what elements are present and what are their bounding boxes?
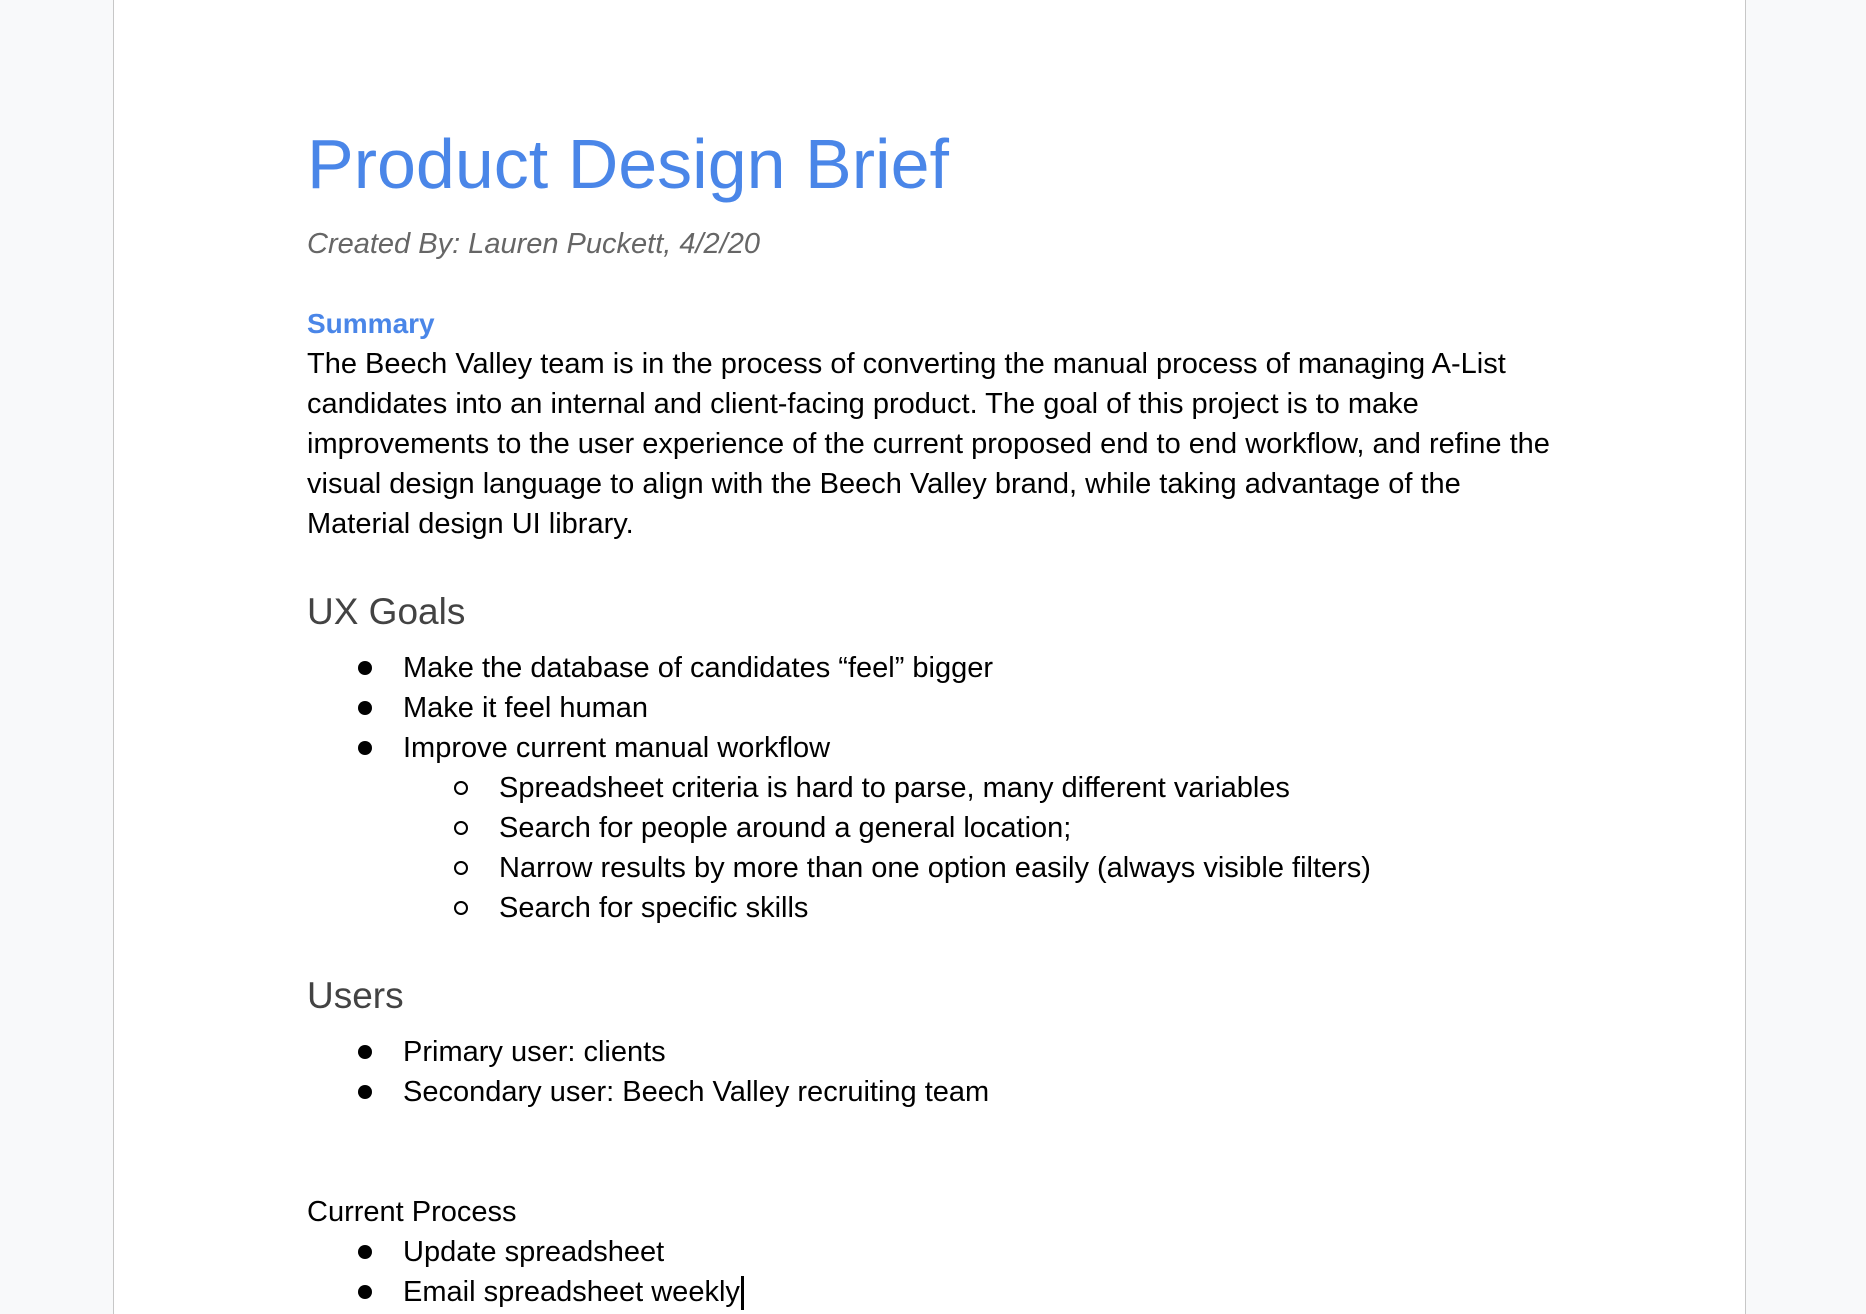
list-item-text: Spreadsheet criteria is hard to parse, many different variables bbox=[499, 772, 1290, 804]
list-item[interactable] bbox=[307, 648, 1371, 688]
list-item-text: Primary user: clients bbox=[403, 1036, 666, 1068]
list-item-text: Secondary user: Beech Valley recruiting team bbox=[403, 1076, 990, 1108]
filled-bullet-icon bbox=[358, 1045, 372, 1059]
list-item-text: Improve current manual workflow bbox=[403, 732, 831, 764]
list-item[interactable] bbox=[307, 1072, 989, 1112]
current-process-list bbox=[307, 1232, 744, 1312]
filled-bullet-icon bbox=[358, 701, 372, 715]
text-cursor bbox=[741, 1276, 744, 1310]
filled-bullet-icon bbox=[358, 1285, 372, 1299]
filled-bullet-icon bbox=[358, 741, 372, 755]
list-item-text: Make it feel human bbox=[403, 692, 649, 724]
list-item[interactable] bbox=[307, 1032, 989, 1072]
document-page[interactable] bbox=[113, 0, 1746, 1314]
document-subtitle[interactable]: Created By: Lauren Puckett, 4/2/20 bbox=[307, 228, 760, 260]
list-item-text: Search for people around a general location; bbox=[499, 812, 1072, 844]
sub-list-item[interactable] bbox=[307, 808, 1371, 848]
list-item-text: Make the database of candidates “feel” bigger bbox=[403, 652, 994, 684]
hollow-bullet-icon bbox=[454, 821, 468, 835]
list-item[interactable] bbox=[307, 728, 1371, 768]
sub-list-item[interactable] bbox=[307, 848, 1371, 888]
hollow-bullet-icon bbox=[454, 781, 468, 795]
list-item-text: Search for specific skills bbox=[499, 892, 809, 924]
hollow-bullet-icon bbox=[454, 901, 468, 915]
summary-heading[interactable]: Summary bbox=[307, 308, 435, 339]
list-item[interactable] bbox=[307, 1272, 744, 1312]
list-item-text: Update spreadsheet bbox=[403, 1236, 665, 1268]
filled-bullet-icon bbox=[358, 661, 372, 675]
users-list bbox=[307, 1032, 989, 1112]
list-item-text: Narrow results by more than one option easily (always visible filters) bbox=[499, 852, 1371, 884]
list-item[interactable] bbox=[307, 688, 1371, 728]
sub-list-item[interactable] bbox=[307, 888, 1371, 928]
users-heading[interactable]: Users bbox=[307, 975, 404, 1016]
sub-list-item[interactable] bbox=[307, 768, 1371, 808]
summary-paragraph[interactable]: The Beech Valley team is in the process of converting the manual process of managing A-List candidates into an internal and client-facing product. The goal of this project is to make improvements to the user experience of the current proposed end to end workflow, and refine the visual design language to align with the Beech Valley brand, while taking advantage of the Material design UI library. bbox=[307, 348, 1550, 540]
document-title[interactable]: Product Design Brief bbox=[307, 125, 949, 203]
ux-goals-heading[interactable]: UX Goals bbox=[307, 591, 466, 632]
filled-bullet-icon bbox=[358, 1085, 372, 1099]
filled-bullet-icon bbox=[358, 1245, 372, 1259]
list-item[interactable] bbox=[307, 1232, 744, 1272]
list-item-text: Email spreadsheet weekly bbox=[403, 1276, 740, 1308]
hollow-bullet-icon bbox=[454, 861, 468, 875]
ux-goals-list bbox=[307, 648, 1371, 928]
current-process-heading[interactable]: Current Process bbox=[307, 1196, 517, 1228]
